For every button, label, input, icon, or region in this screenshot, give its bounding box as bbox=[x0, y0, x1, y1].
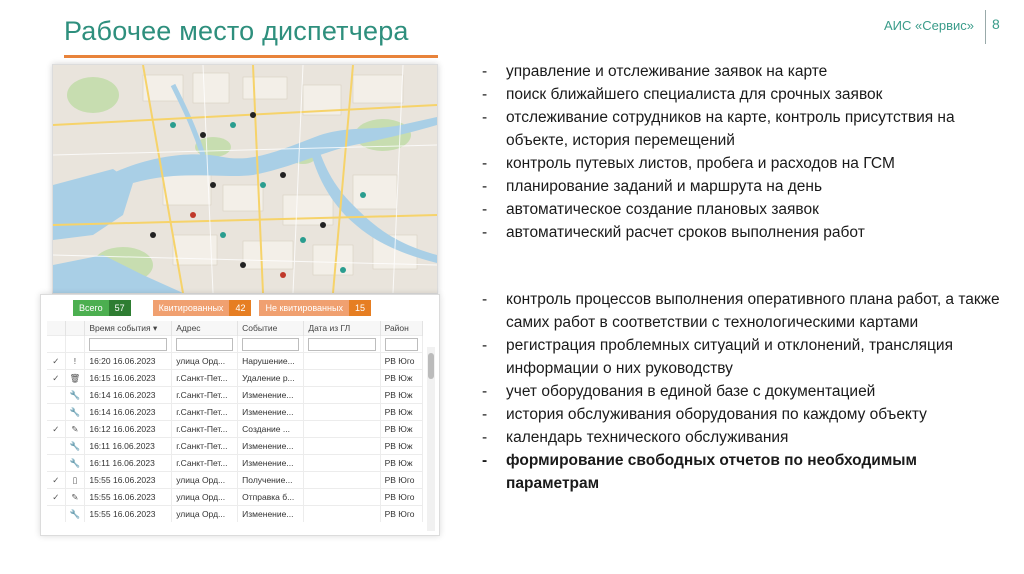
row-address: улица Орд... bbox=[172, 353, 238, 370]
row-ack-checkbox[interactable] bbox=[47, 404, 65, 421]
filter-acknowledged-label[interactable]: Квитированных bbox=[153, 300, 230, 316]
edit-icon: ✎ bbox=[65, 489, 85, 506]
filter-bar bbox=[73, 300, 371, 316]
feature-item: - планирование заданий и маршрута на день bbox=[480, 175, 1000, 198]
col-gl-date[interactable]: Дата из ГЛ bbox=[304, 321, 380, 336]
col-time[interactable] bbox=[85, 321, 172, 336]
row-address: г.Санкт-Пет... bbox=[172, 455, 238, 472]
filter-time-cell bbox=[85, 336, 172, 353]
table-row[interactable] bbox=[47, 506, 423, 523]
feature-item: - отслеживание сотрудников на карте, контроль присутствия на объекте, история перемещений bbox=[480, 106, 1000, 152]
filter-address-input[interactable] bbox=[176, 338, 233, 351]
table-row[interactable] bbox=[47, 387, 423, 404]
grid-header-row bbox=[47, 321, 423, 336]
table-scrollbar[interactable] bbox=[427, 347, 435, 531]
feature-item: - формирование свободных отчетов по необходимым параметрам bbox=[480, 449, 1000, 495]
feature-item: - учет оборудования в единой базе с документацией bbox=[480, 380, 1000, 403]
table-row[interactable] bbox=[47, 353, 423, 370]
row-gl-date bbox=[304, 353, 380, 370]
col-address[interactable]: Адрес bbox=[172, 321, 238, 336]
document-icon: ▯ bbox=[65, 472, 85, 489]
row-gl-date bbox=[304, 438, 380, 455]
row-time: 16:14 16.06.2023 bbox=[85, 404, 172, 421]
grid-filter-row bbox=[47, 336, 423, 353]
feature-item: - автоматическое создание плановых заявок bbox=[480, 198, 1000, 221]
row-address: г.Санкт-Пет... bbox=[172, 370, 238, 387]
row-event: Получение... bbox=[238, 472, 304, 489]
row-address: улица Орд... bbox=[172, 506, 238, 523]
table-row[interactable] bbox=[47, 489, 423, 506]
row-event: Изменение... bbox=[238, 506, 304, 523]
row-time: 15:55 16.06.2023 bbox=[85, 472, 172, 489]
row-event: Создание ... bbox=[238, 421, 304, 438]
filter-unacknowledged-count[interactable]: 15 bbox=[349, 300, 371, 316]
table-row[interactable] bbox=[47, 421, 423, 438]
table-row[interactable] bbox=[47, 455, 423, 472]
row-district: РВ Юго bbox=[380, 489, 422, 506]
row-time: 15:55 16.06.2023 bbox=[85, 489, 172, 506]
row-time: 16:11 16.06.2023 bbox=[85, 438, 172, 455]
row-time: 16:12 16.06.2023 bbox=[85, 421, 172, 438]
filter-event-cell bbox=[238, 336, 304, 353]
row-gl-date bbox=[304, 421, 380, 438]
page-title: Рабочее место диспетчера bbox=[64, 16, 409, 46]
filter-time-input[interactable] bbox=[89, 338, 167, 351]
feature-item: - автоматический расчет сроков выполнения работ bbox=[480, 221, 1000, 244]
filter-event-input[interactable] bbox=[242, 338, 299, 351]
row-ack-checkbox[interactable] bbox=[47, 506, 65, 523]
filter-cell-empty bbox=[65, 336, 85, 353]
wrench-icon: 🔧 bbox=[65, 438, 85, 455]
row-gl-date bbox=[304, 506, 380, 523]
col-district[interactable]: Район bbox=[380, 321, 422, 336]
row-ack-checkbox[interactable]: ✓ bbox=[47, 472, 65, 489]
table-row[interactable] bbox=[47, 370, 423, 387]
row-gl-date bbox=[304, 455, 380, 472]
filter-district-input[interactable] bbox=[385, 338, 418, 351]
filter-district-cell bbox=[380, 336, 422, 353]
row-address: улица Орд... bbox=[172, 489, 238, 506]
row-address: г.Санкт-Пет... bbox=[172, 438, 238, 455]
row-ack-checkbox[interactable]: ✓ bbox=[47, 421, 65, 438]
sort-desc-icon: ▾ bbox=[152, 322, 158, 333]
feature-item: - история обслуживания оборудования по каждому объекту bbox=[480, 403, 1000, 426]
row-district: РВ Юж bbox=[380, 404, 422, 421]
row-address: улица Орд... bbox=[172, 472, 238, 489]
row-gl-date bbox=[304, 489, 380, 506]
col-type bbox=[65, 321, 85, 336]
wrench-icon: 🔧 bbox=[65, 404, 85, 421]
edit-icon: ✎ bbox=[65, 421, 85, 438]
events-grid bbox=[47, 321, 423, 522]
row-time: 16:11 16.06.2023 bbox=[85, 455, 172, 472]
row-event: Нарушение... bbox=[238, 353, 304, 370]
feature-item: - поиск ближайшего специалиста для срочных заявок bbox=[480, 83, 1000, 106]
row-district: РВ Юго bbox=[380, 472, 422, 489]
row-address: г.Санкт-Пет... bbox=[172, 421, 238, 438]
feature-item: - календарь технического обслуживания bbox=[480, 426, 1000, 449]
row-event: Изменение... bbox=[238, 387, 304, 404]
trash-icon: 🗑 bbox=[65, 370, 85, 387]
map-canvas bbox=[53, 65, 437, 293]
brand-divider bbox=[985, 10, 986, 44]
scrollbar-thumb[interactable] bbox=[428, 353, 434, 379]
row-ack-checkbox[interactable] bbox=[47, 455, 65, 472]
filter-gl-input[interactable] bbox=[308, 338, 375, 351]
grid-body bbox=[47, 353, 423, 523]
row-address: г.Санкт-Пет... bbox=[172, 404, 238, 421]
row-district: РВ Юж bbox=[380, 455, 422, 472]
col-check bbox=[47, 321, 65, 336]
filter-all-label[interactable]: Всего bbox=[73, 300, 109, 316]
row-gl-date bbox=[304, 387, 380, 404]
title-underline bbox=[64, 55, 438, 58]
wrench-icon: 🔧 bbox=[65, 506, 85, 523]
col-event[interactable]: Событие bbox=[238, 321, 304, 336]
feature-item: - контроль процессов выполнения оперативного плана работ, а также самих работ в соответствии с технологическими картами bbox=[480, 288, 1000, 334]
row-ack-checkbox[interactable] bbox=[47, 438, 65, 455]
row-event: Отправка б... bbox=[238, 489, 304, 506]
row-gl-date bbox=[304, 404, 380, 421]
filter-address-cell bbox=[172, 336, 238, 353]
events-table-panel bbox=[40, 294, 440, 536]
table-row[interactable] bbox=[47, 472, 423, 489]
row-district: РВ Юж bbox=[380, 370, 422, 387]
row-district: РВ Юж bbox=[380, 421, 422, 438]
row-event: Изменение... bbox=[238, 455, 304, 472]
city-map[interactable] bbox=[52, 64, 438, 294]
row-event: Изменение... bbox=[238, 438, 304, 455]
filter-acknowledged-count[interactable]: 42 bbox=[229, 300, 251, 316]
wrench-icon: 🔧 bbox=[65, 455, 85, 472]
table-row[interactable] bbox=[47, 438, 423, 455]
filter-all-count[interactable]: 57 bbox=[109, 300, 131, 316]
filter-gl-cell bbox=[304, 336, 380, 353]
filter-unacknowledged-label[interactable]: Не квитированных bbox=[259, 300, 349, 316]
row-time: 15:55 16.06.2023 bbox=[85, 506, 172, 523]
row-ack-checkbox[interactable]: ✓ bbox=[47, 370, 65, 387]
row-district: РВ Юж bbox=[380, 387, 422, 404]
row-time: 16:20 16.06.2023 bbox=[85, 353, 172, 370]
row-district: РВ Юго bbox=[380, 353, 422, 370]
features-list-top bbox=[480, 60, 1000, 244]
row-ack-checkbox[interactable] bbox=[47, 387, 65, 404]
row-ack-checkbox[interactable]: ✓ bbox=[47, 353, 65, 370]
features-list-bottom bbox=[480, 288, 1000, 495]
feature-item: - управление и отслеживание заявок на карте bbox=[480, 60, 1000, 83]
row-event: Удаление р... bbox=[238, 370, 304, 387]
alert-icon: ! bbox=[65, 353, 85, 370]
row-gl-date bbox=[304, 472, 380, 489]
filter-cell-empty bbox=[47, 336, 65, 353]
row-ack-checkbox[interactable]: ✓ bbox=[47, 489, 65, 506]
row-time: 16:15 16.06.2023 bbox=[85, 370, 172, 387]
row-district: РВ Юж bbox=[380, 438, 422, 455]
feature-item: - регистрация проблемных ситуаций и отклонений, трансляция информации о них руководству bbox=[480, 334, 1000, 380]
table-row[interactable] bbox=[47, 404, 423, 421]
col-time-label: Время события bbox=[89, 322, 151, 333]
feature-item: - контроль путевых листов, пробега и расходов на ГСМ bbox=[480, 152, 1000, 175]
row-address: г.Санкт-Пет... bbox=[172, 387, 238, 404]
page-number: 8 bbox=[992, 16, 1000, 32]
wrench-icon: 🔧 bbox=[65, 387, 85, 404]
row-event: Изменение... bbox=[238, 404, 304, 421]
row-time: 16:14 16.06.2023 bbox=[85, 387, 172, 404]
brand-label: АИС «Сервис» bbox=[884, 18, 974, 33]
row-gl-date bbox=[304, 370, 380, 387]
row-district: РВ Юго bbox=[380, 506, 422, 523]
